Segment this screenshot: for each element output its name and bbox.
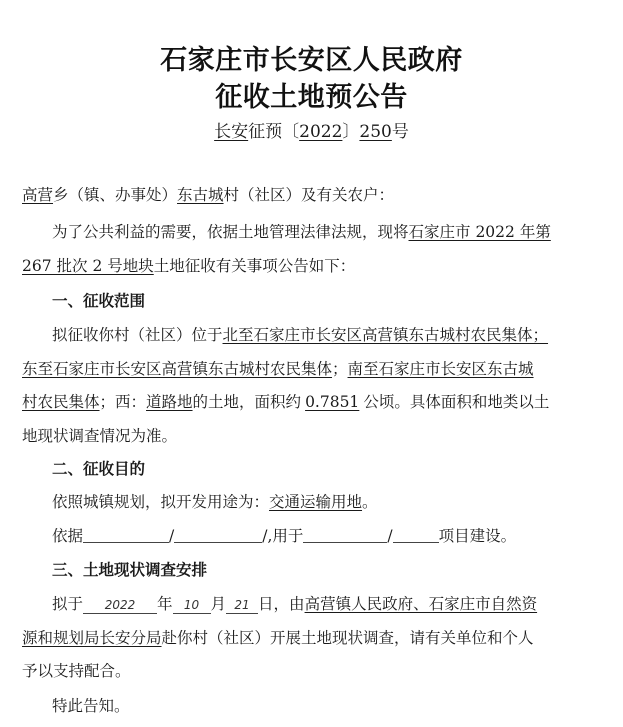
intro-line-2: [22, 254, 355, 276]
closing-line: 特此告知。: [52, 697, 130, 715]
s2-use: 交通运输用地: [269, 493, 363, 511]
doc-mid: 征预〔: [248, 122, 300, 142]
intro-l1-link: 石家庄市 2022 年第: [408, 223, 551, 241]
section2-line-2: [52, 524, 516, 546]
s2-l2-f: 项目建设。: [438, 527, 517, 545]
s2-l2-d: ,用于: [267, 527, 304, 545]
section2-heading: 二、征收目的: [52, 460, 146, 478]
s1-area: 0.7851: [305, 393, 360, 411]
s3-l1-b: 年: [157, 595, 173, 613]
s2-l1-pre: 依照城镇规划，拟开发用途为：: [52, 493, 270, 511]
section1-line-4: 地现状调查情况为准。: [22, 427, 178, 445]
s1-l1-link: 北至石家庄市长安区高营镇东古城村农民集体；: [222, 326, 549, 344]
blank-2: [174, 528, 262, 543]
handwritten-year: 2022: [83, 597, 157, 614]
s1-l2-c: 南至石家庄市长安区东古城: [347, 360, 534, 378]
s1-l3-d: 的土地，面积约: [192, 393, 302, 411]
intro-l1-pre: 为了公共利益的需要，依据土地管理法律法规，现将: [52, 223, 409, 241]
salutation-line: [22, 183, 394, 205]
intro-line-1: [52, 220, 551, 242]
blank-1: [83, 528, 169, 543]
s3-l2-link: 源和规划局长安分局: [22, 629, 162, 647]
handwritten-day: 21: [226, 597, 258, 614]
s3-l1-a: 拟于: [52, 595, 84, 613]
s1-l3-e: 公顷。具体面积和地类以土: [363, 393, 550, 411]
s1-l2-a: 东至石家庄市长安区高营镇东古城村农民集体: [22, 360, 333, 378]
intro-l2-post: 土地征收有关事项公告如下：: [153, 257, 356, 275]
s3-l1-d: 日，由: [258, 595, 305, 613]
s2-l2-e: /: [387, 527, 393, 545]
doc-num: 250: [359, 122, 392, 142]
s3-l2-post: 赴你村（社区）开展土地现状调查，请有关单位和个人: [161, 629, 534, 647]
intro-l2-link: 267 批次 2 号地块: [22, 257, 154, 275]
s3-l1-link: 高营镇人民政府、石家庄市自然资: [304, 595, 538, 613]
salutation-township: 高营: [22, 186, 54, 204]
section3-line-2: [22, 626, 534, 648]
s2-l2-b: /: [169, 527, 175, 545]
section3-line-3: 予以支持配合。: [22, 662, 131, 680]
salutation-village: 东古城: [177, 186, 224, 204]
section2-line-1: [52, 490, 378, 512]
doc-suffix: 号: [391, 122, 409, 142]
section1-line-1: [52, 323, 548, 345]
blank-3: [303, 528, 387, 543]
salutation-end: 村（社区）及有关农户：: [223, 186, 395, 204]
title-line-2: 征收土地预公告: [215, 82, 408, 113]
s2-l1-end: 。: [362, 493, 378, 511]
s2-l2-a: 依据: [52, 527, 84, 545]
handwritten-month: 10: [173, 597, 211, 614]
salutation-mid: 乡（镇、办事处）: [53, 186, 178, 204]
s1-l2-b: ；: [332, 360, 348, 378]
s2-l2-c: /: [262, 527, 268, 545]
section1-line-3: [22, 390, 549, 412]
doc-close: 〕: [342, 122, 360, 142]
s1-l3-a: 村农民集体: [22, 393, 100, 411]
section1-heading: 一、征收范围: [52, 292, 146, 310]
document-number: [0, 117, 623, 142]
title-line-1: 石家庄市长安区人民政府: [160, 45, 463, 76]
s1-l3-b: ；西：: [99, 393, 147, 411]
s1-l1-pre: 拟征收你村（社区）位于: [52, 326, 223, 344]
s1-l3-c: 道路地: [146, 393, 193, 411]
s3-l1-c: 月: [210, 595, 227, 613]
section3-line-1: [52, 592, 537, 614]
doc-year: 2022: [299, 122, 343, 142]
blank-4: [393, 528, 439, 543]
section3-heading: 三、土地现状调查安排: [52, 561, 208, 579]
section1-line-2: [22, 357, 534, 379]
doc-prefix: 长安: [214, 122, 249, 142]
